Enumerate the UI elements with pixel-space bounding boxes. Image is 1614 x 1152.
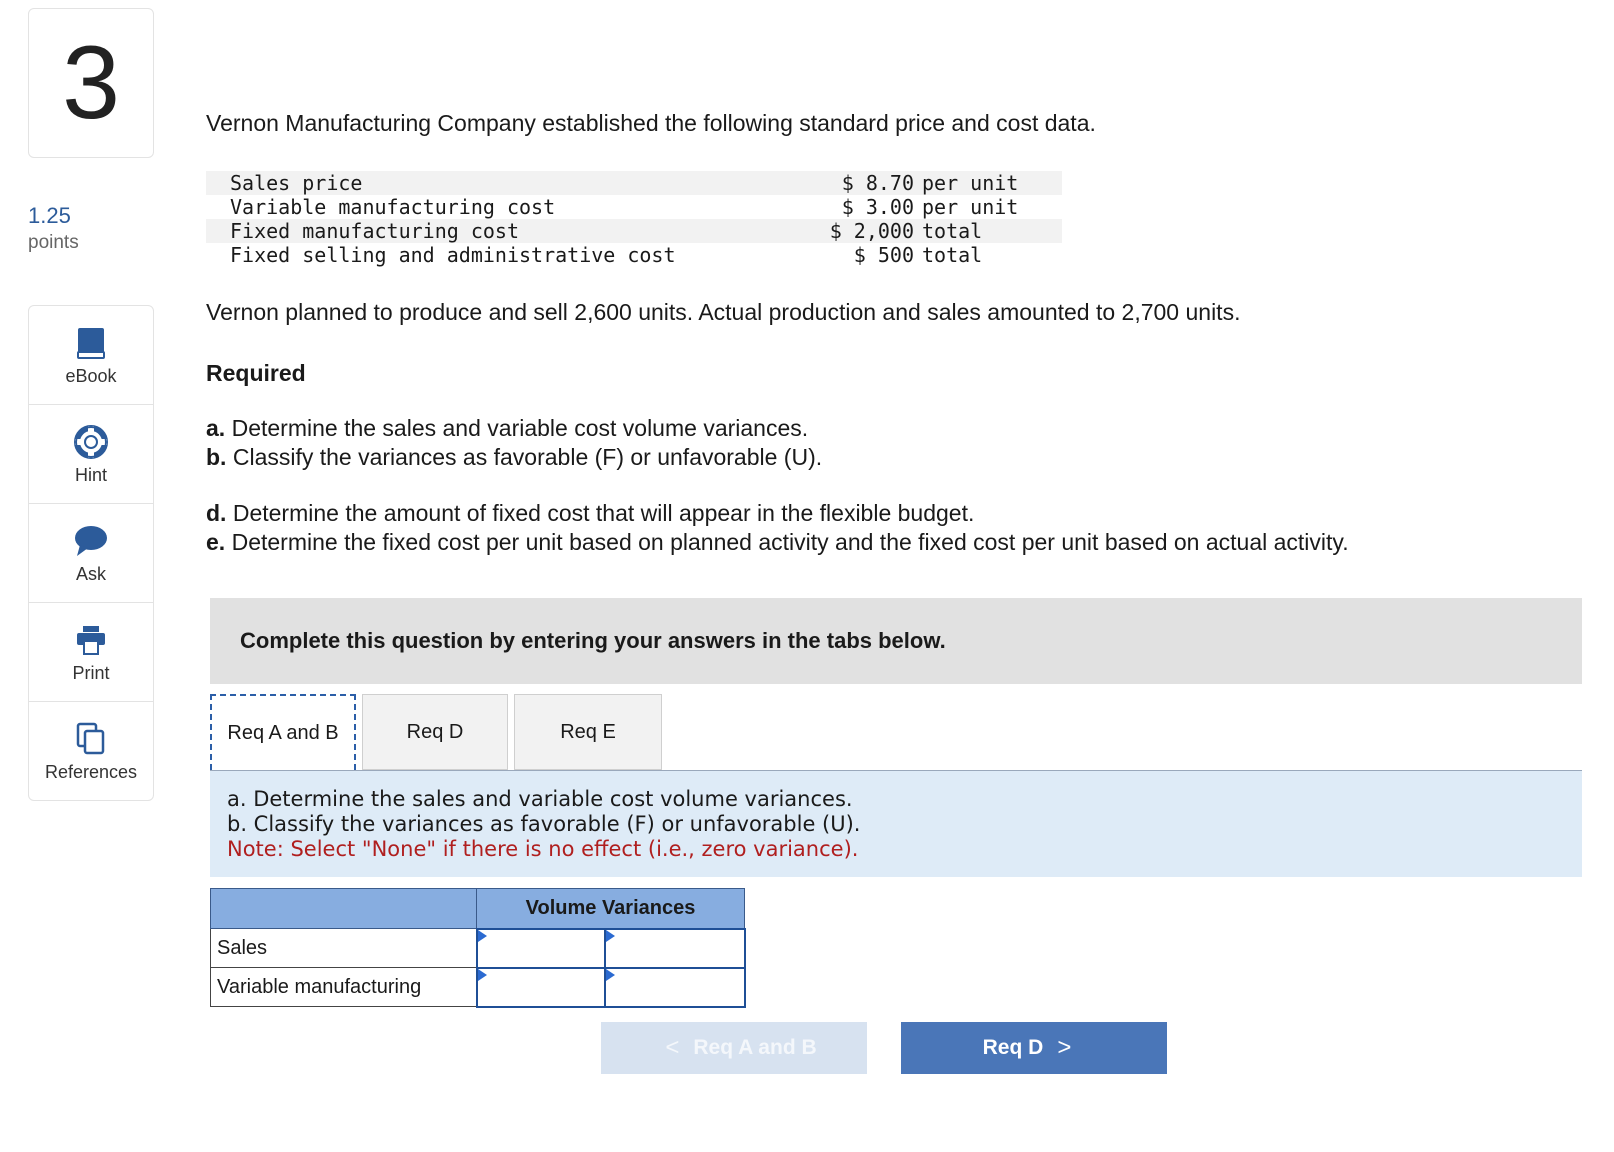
cost-unit: total [922, 243, 983, 267]
copy-icon [75, 720, 107, 758]
points-block [28, 203, 79, 257]
prev-req-button[interactable] [601, 1022, 867, 1074]
panel-line-b: b. Classify the variances as favorable (F) or unfavorable (U). [227, 812, 861, 836]
cost-amount: $ 8.70 [744, 171, 914, 195]
cost-label: Sales price [206, 171, 744, 195]
requirement-b [206, 443, 822, 472]
tab-panel-instructions [210, 771, 1582, 877]
references-label: References [44, 761, 138, 782]
table-header-row [211, 889, 745, 929]
tab-req-d[interactable]: Req D [362, 694, 508, 770]
table-row [206, 243, 1062, 267]
requirement-text: Classify the variances as favorable (F) or unfavorable (U). [232, 444, 823, 470]
requirement-text: Determine the fixed cost per unit based on planned activity and the fixed cost per unit based on actual activity. [231, 529, 1349, 555]
question-number: 3 [62, 25, 120, 141]
lifebuoy-icon [74, 423, 108, 461]
row-label-variable-manufacturing: Variable manufacturing [211, 968, 477, 1007]
book-icon [76, 324, 106, 362]
chevron-left-icon: < [665, 1034, 680, 1061]
points-value: 1.25 [28, 203, 71, 228]
tab-req-e[interactable]: Req E [514, 694, 662, 770]
panel-line-a: a. Determine the sales and variable cost volume variances. [227, 787, 853, 811]
sales-variance-type-select[interactable] [605, 929, 745, 968]
variable-mfg-variance-input[interactable] [477, 968, 605, 1007]
cost-label: Fixed manufacturing cost [206, 219, 744, 243]
requirement-letter: a. [206, 415, 226, 441]
print-label: Print [72, 662, 110, 683]
table-row [206, 195, 1062, 219]
instruction-banner: Complete this question by entering your answers in the tabs below. [210, 598, 1582, 684]
next-req-label: Req D [982, 1036, 1044, 1059]
table-row [206, 219, 1062, 243]
requirement-text: Determine the sales and variable cost volume variances. [231, 415, 809, 441]
requirement-text: Determine the amount of fixed cost that will appear in the flexible budget. [232, 500, 975, 526]
dropdown-marker-icon [606, 969, 615, 981]
requirement-letter: d. [206, 500, 227, 526]
cost-amount: $ 3.00 [841, 195, 914, 219]
panel-note: Note: Select "None" if there is no effect (i.e., zero variance). [227, 837, 859, 861]
prev-req-label: Req A and B [693, 1036, 817, 1059]
requirement-e [206, 528, 1349, 557]
answer-table [210, 888, 746, 1008]
print-button[interactable] [29, 603, 153, 702]
printer-icon [75, 621, 107, 659]
chevron-right-icon: > [1057, 1034, 1072, 1061]
sales-variance-input[interactable] [477, 929, 605, 968]
cost-data-table [206, 171, 1062, 267]
next-req-button[interactable] [901, 1022, 1167, 1074]
requirement-d [206, 499, 1349, 528]
row-label-sales: Sales [211, 929, 477, 968]
question-number-box [28, 8, 154, 158]
planned-text: Vernon planned to produce and sell 2,600 units. Actual production and sales amounted to 2,700 units. [206, 299, 1241, 325]
requirements-list-2 [206, 499, 1349, 557]
requirements-list-1 [206, 414, 822, 472]
input-marker-icon [478, 930, 487, 942]
requirement-letter: e. [206, 529, 226, 555]
ebook-button[interactable] [29, 306, 153, 405]
table-row [211, 968, 745, 1007]
input-marker-icon [478, 969, 487, 981]
table-row [211, 929, 745, 968]
required-heading: Required [206, 360, 306, 386]
requirement-letter: b. [206, 444, 227, 470]
ebook-label: eBook [65, 365, 117, 386]
hint-label: Hint [74, 464, 107, 485]
cost-unit: per unit [922, 195, 1019, 219]
cost-unit: per unit [914, 171, 1062, 195]
table-row [206, 171, 1062, 195]
ask-button[interactable] [29, 504, 153, 603]
points-label: points [28, 232, 79, 253]
dropdown-marker-icon [606, 930, 615, 942]
speech-bubble-icon [74, 522, 108, 560]
cost-unit: total [914, 219, 1062, 243]
header-blank [211, 889, 477, 929]
cost-amount: $ 500 [853, 243, 914, 267]
variable-mfg-variance-type-select[interactable] [605, 968, 745, 1007]
cost-label: Fixed selling and administrative cost [230, 243, 676, 267]
references-button[interactable] [29, 702, 153, 800]
cost-amount: $ 2,000 [744, 219, 914, 243]
ask-label: Ask [75, 563, 106, 584]
tools-panel [28, 305, 154, 801]
hint-button[interactable] [29, 405, 153, 504]
requirement-a [206, 414, 822, 443]
tab-req-a-and-b[interactable]: Req A and B [210, 694, 356, 770]
cost-label: Variable manufacturing cost [230, 195, 556, 219]
volume-variances-header: Volume Variances [477, 889, 745, 929]
intro-text: Vernon Manufacturing Company established the following standard price and cost data. [206, 110, 1096, 136]
